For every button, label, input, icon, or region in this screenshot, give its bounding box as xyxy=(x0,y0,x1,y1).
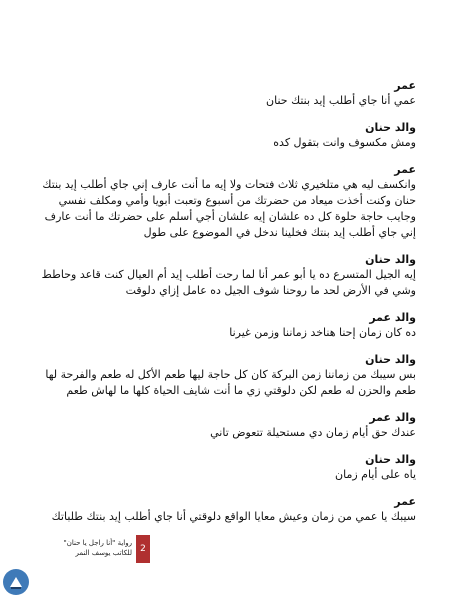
dialogue-line: إيه الجيل المتسرع ده يا أبو عمر أنا لما رحت أطلب إيد أم العيال كنت قاعد وحاطط وشي في الأرض لحد ما روحنا شوف الجيل ده عامل إزاي دلوقت xyxy=(41,268,416,297)
script-body xyxy=(36,79,416,537)
speaker-name: والد عمر xyxy=(369,311,416,324)
page-footer xyxy=(32,535,152,567)
dialogue-line: ومش مكسوف وانت بتقول كده xyxy=(273,136,416,149)
page-number: 2 xyxy=(136,535,150,563)
book-title: رواية "أنا راجل يا حنان" xyxy=(63,539,132,547)
dialogue-line: بس سيبك من زماننا زمن البركة كان كل حاجة ليها طعم الأكل له طعم والفرحة لها طعم والحزن له طعم لكن دلوقتي زي ما أنت شايف الحياة كلها ما لهاش طعم xyxy=(45,368,416,397)
author-name: للكاتب يوسف النمر xyxy=(75,549,132,557)
speaker-name: والد حنان xyxy=(365,253,416,266)
speaker-name: والد حنان xyxy=(365,453,416,466)
dialogue-line: وانكسف ليه هي متلخيري ثلاث فتحات ولا إيه ما أنت عارف إني جاي أطلب إيد بنتك حنان وكنت أخذت ميعاد من حضرتك من أسبوع وتعبت أبويا وأمي ومكلف نفسي وجايب حاجة حلوة كل ده علشان إيه علشان أجي أسلم على حضرتك ما أنت عارف إني جاي أطلب إيد بنتك فخلينا ندخل في الموضوع على طول xyxy=(42,178,416,239)
book-logo-icon xyxy=(2,568,30,596)
dialogue-line: ده كان زمان إحنا هناخد زماننا وزمن غيرنا xyxy=(229,326,416,339)
dialogue-line: عندك حق أيام زمان دي مستحيلة تتعوض تاني xyxy=(210,426,416,439)
speaker-name: عمر xyxy=(394,79,416,92)
dialogue-line: ياه على أيام زمان xyxy=(335,468,416,481)
speaker-name: عمر xyxy=(394,163,416,176)
dialogue-line: عمي أنا جاي أطلب إيد بنتك حنان xyxy=(266,94,416,107)
dialogue-line: سيبك يا عمي من زمان وعيش معايا الواقع دلوقتي أنا جاي أطلب إيد بنتك طلباتك xyxy=(51,510,416,523)
speaker-name: والد عمر xyxy=(369,411,416,424)
footer-caption xyxy=(63,538,132,558)
speaker-name: والد حنان xyxy=(365,353,416,366)
speaker-name: عمر xyxy=(394,495,416,508)
speaker-name: والد حنان xyxy=(365,121,416,134)
